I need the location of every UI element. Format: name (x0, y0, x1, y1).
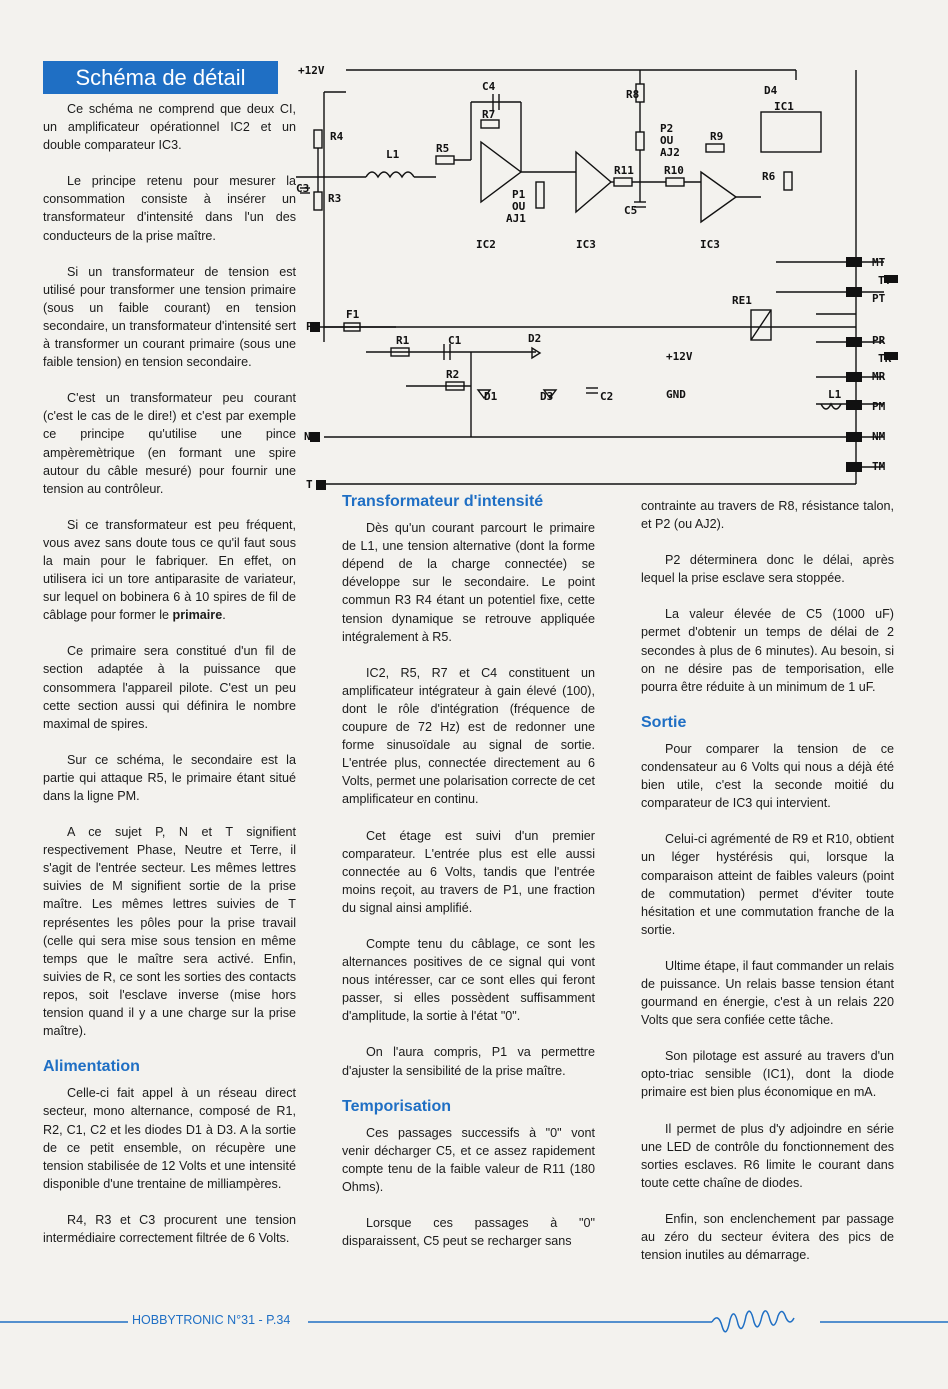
svg-text:+12V: +12V (666, 350, 693, 363)
svg-text:P1: P1 (512, 188, 526, 201)
paragraph: A ce sujet P, N et T signifient respectivement Phase, Neutre et Terre, il s'agit de l'entrée secteur. Les mêmes lettres suivies de M signifient sortie de la prise maître. Les mêmes lettres suivies de T représentes les pôles pour la prise travail (celle qui sera mise sous tension en même temps que le maître sera activé. Enfin, suivies de R, ce sont les sorties des contacts repos, soit l'esclave inverse (mise hors tension quand il y a une charge sur la prise maître). (43, 825, 296, 1039)
svg-text:MT: MT (872, 256, 886, 269)
paragraph: P2 déterminera donc le délai, après lequel la prise esclave sera stoppée. (641, 553, 894, 586)
svg-text:MR: MR (872, 370, 886, 383)
svg-text:TM: TM (872, 460, 886, 473)
svg-text:C2: C2 (600, 390, 614, 403)
svg-text:F1: F1 (346, 308, 360, 321)
paragraph: Il permet de plus d'y adjoindre en série une LED de contrôle du fonctionnement des sorties esclaves. R6 limite le courant dans toute cette chaîne de diodes. (641, 1121, 894, 1190)
svg-text:R11: R11 (614, 164, 634, 177)
circuit-schematic (296, 52, 936, 492)
svg-text:D2: D2 (528, 332, 542, 345)
paragraph: R4, R3 et C3 procurent une tension intermédiaire correctement filtrée de 6 Volts. (43, 1212, 296, 1245)
svg-text:+12V: +12V (298, 64, 325, 77)
paragraph: Cet étage est suivi d'un premier comparateur. L'entrée plus est elle aussi connectée au 6 Volts, tandis que l'entrée moins reçoit, au travers de P1, une fraction du signal ainsi amplifié. (342, 828, 595, 915)
paragraph: Lorsque ces passages à "0" disparaissent, C5 peut se recharger sans (342, 1216, 595, 1249)
svg-text:R2: R2 (446, 368, 460, 381)
svg-text:AJ2: AJ2 (660, 146, 680, 159)
svg-text:IC3: IC3 (576, 238, 596, 251)
paragraph: On l'aura compris, P1 va permettre d'ajuster la sensibilité de la prise maître. (342, 1045, 595, 1078)
paragraph: Enfin, son enclenchement par passage au zéro du secteur évitera des pics de tension inutiles au démarrage. (641, 1211, 894, 1263)
paragraph: Son pilotage est assuré au travers d'un opto-triac sensible (IC1), dont la diode primaire est bien plus économique en mA. (641, 1049, 894, 1100)
svg-text:TR: TR (878, 352, 892, 365)
svg-text:R3: R3 (328, 192, 342, 205)
svg-text:OU: OU (660, 134, 674, 147)
paragraph: contrainte au travers de R8, résistance talon, et P2 (ou AJ2). (641, 499, 894, 532)
svg-text:NM: NM (872, 430, 886, 443)
paragraph (43, 516, 296, 625)
svg-text:PM: PM (872, 400, 886, 413)
svg-text:R10: R10 (664, 164, 684, 177)
svg-text:R8: R8 (626, 88, 640, 101)
paragraph: Ultime étape, il faut commander un relais de puissance. Un relais basse tension étant gourmand en énergie, c'est à un relais 220 Volts que sera confiée cette tâche. (641, 958, 894, 1028)
section-title-banner (43, 61, 278, 94)
heading-sortie: Sortie (641, 713, 687, 731)
paragraph-tail: . (222, 608, 226, 623)
paragraph-text: Si ce transformateur est peu fréquent, vous avez sans doute tous ce qu'il faut sous la main pour le fabriquer. En effet, on utilisera ici un tore antiparasite de variateur, sur lequel on bobinera 6 à 10 spires de fil de câblage pour former le (43, 517, 296, 623)
svg-text:R9: R9 (710, 130, 724, 143)
column-right (641, 497, 894, 1282)
paragraph: Si un transformateur de tension est utilisé pour transformer une tension primaire (sous un faible courant) en tension secondaire, un transformateur d'intensité sert à transformer un courant primaire (sous une faible tension) en tension secondaire. (43, 264, 296, 370)
paragraph: Ces passages successifs à "0" vont venir décharger C5, et ce assez rapidement compte tenu de la faible valeur de R11 (180 Ohms). (342, 1125, 595, 1194)
svg-text:GND: GND (666, 388, 686, 401)
svg-text:C4: C4 (482, 80, 496, 93)
paragraph: Dès qu'un courant parcourt le primaire de L1, une tension alternative (dont la forme dépend de la charge connectée) se développe sur le secondaire. Le point commun R3 R4 étant un potentiel fixe, cette tension dynamique se retrouve appliquée intégralement à R5. (342, 521, 595, 644)
svg-text:N: N (304, 430, 311, 443)
svg-text:R4: R4 (330, 130, 344, 143)
heading-temporisation: Temporisation (342, 1097, 452, 1115)
heading-transformateur: Transformateur d'intensité (342, 493, 544, 510)
paragraph: Le principe retenu pour mesurer la consommation consiste à insérer un transformateur d'intensité dans l'un des conducteurs de la prise maître. (43, 174, 296, 243)
svg-text:L1: L1 (386, 148, 400, 161)
footer-page-label: HOBBYTRONIC N°31 - P.34 (132, 1313, 291, 1327)
svg-text:T: T (306, 478, 313, 491)
svg-text:TT: TT (878, 274, 892, 287)
svg-text:C3: C3 (296, 182, 310, 195)
svg-text:R6: R6 (762, 170, 776, 183)
svg-text:PR: PR (872, 334, 886, 347)
bold-term: primaire (172, 608, 223, 623)
paragraph: Celle-ci fait appel à un réseau direct secteur, mono alternance, composé de R1, R2, C1, C2 et les diodes D1 à D3. A la sortie de ce petit ensemble, on récupère une tension stabilisée de 12 Volts et une intensité disponible d'une trentaine de milliampères. (43, 1086, 296, 1191)
svg-text:P2: P2 (660, 122, 674, 135)
svg-text:OU: OU (512, 200, 526, 213)
svg-text:D4: D4 (764, 84, 778, 97)
paragraph: Celui-ci agrémenté de R9 et R10, obtient un léger hystérésis qui, lorsque la comparaison atteint de faibles valeurs (point de commutation) permet d'éviter toute hésitation et une commutation franche de la sortie. (641, 832, 894, 937)
column-middle (342, 493, 595, 1268)
svg-text:PT: PT (872, 292, 886, 305)
paragraph: Ce schéma ne comprend que deux CI, un amplificateur opérationnel IC2 et un double comparateur IC3. (43, 102, 296, 153)
svg-text:PE: PE (306, 320, 320, 333)
paragraph: Sur ce schéma, le secondaire est la partie qui attaque R5, le primaire étant situé dans la ligne PM. (43, 752, 296, 803)
paragraph: La valeur élevée de C5 (1000 uF) permet d'obtenir un temps de délai de 2 secondes à plus de 6 minutes). Au besoin, si on ne désire pas de temporisation, elle pourra être réduite à un minimum de 1 uF. (641, 607, 894, 694)
paragraph: Ce primaire sera constitué d'un fil de section adaptée à la puissance que consommera l'appareil pilote. C'est un peu cette section aussi qui définira le nombre maximal de spires. (43, 644, 296, 731)
svg-text:C5: C5 (624, 204, 638, 217)
svg-text:IC3: IC3 (700, 238, 720, 251)
svg-text:IC2: IC2 (476, 238, 496, 251)
svg-text:R1: R1 (396, 334, 410, 347)
svg-text:AJ1: AJ1 (506, 212, 526, 225)
svg-text:R7: R7 (482, 108, 496, 121)
paragraph: Compte tenu du câblage, ce sont les alternances positives de ce signal qui vont nous intéresser, car ce sont elles qui feront passer, si elles possèdent suffisamment d'amplitude, la sortie à l'état "0". (342, 936, 595, 1024)
svg-text:D3: D3 (540, 390, 554, 403)
svg-text:RE1: RE1 (732, 294, 752, 307)
paragraph: C'est un transformateur peu courant (c'est le cas de le dire!) et c'est par exemple ce principe qu'utilise une pince ampèremètrique (en formant une spire autour du câble mesuré) pour fournir une tension au contrôleur. (43, 391, 296, 496)
heading-alimentation: Alimentation (43, 1058, 140, 1076)
svg-text:IC1: IC1 (774, 100, 794, 113)
paragraph: Pour comparer la tension de ce condensateur au 6 Volts qui nous a déjà été bien utile, c'est la seconde moitié du comparateur de IC3 qui intervient. (641, 741, 894, 811)
paragraph: IC2, R5, R7 et C4 constituent un amplificateur intégrateur à gain élevé (100), dont le rôle d'intégration (fréquence de coupure de 72 Hz) est de redonner une forme sinusoïdale au signal de sortie. L'entrée plus, connectée directement au 6 Volts, permet une polarisation correcte de cet amplificateur en continu. (342, 665, 595, 807)
svg-text:L1: L1 (828, 388, 842, 401)
column-left (43, 100, 296, 1265)
svg-text:R5: R5 (436, 142, 450, 155)
svg-text:C1: C1 (448, 334, 462, 347)
section-title: Schéma de détail (75, 65, 246, 90)
svg-text:D1: D1 (484, 390, 498, 403)
